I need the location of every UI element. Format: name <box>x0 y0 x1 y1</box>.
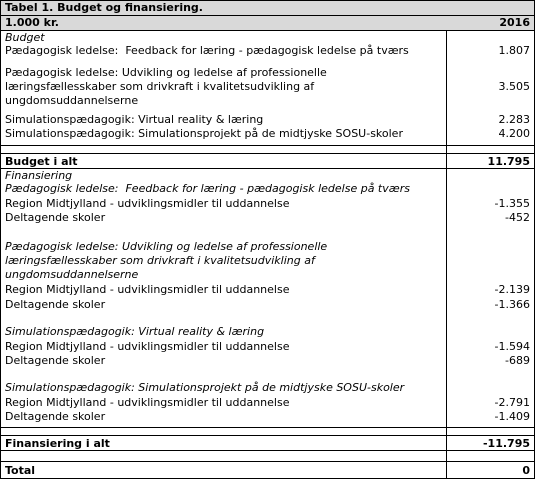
financing-line-value: -1.594 <box>494 340 530 353</box>
divider <box>1 153 534 154</box>
table-caption-row <box>1 1 534 15</box>
financing-line-label: Region Midtjylland - udviklingsmidler til uddannelse <box>5 197 290 210</box>
budget-item-value: 2.283 <box>498 113 530 126</box>
table-caption: Tabel 1. Budget og finansiering. <box>5 1 203 14</box>
divider <box>1 435 534 436</box>
financing-line-label: Region Midtjylland - udviklingsmidler til uddannelse <box>5 396 290 409</box>
financing-line-value: -452 <box>505 211 530 224</box>
divider <box>1 450 534 451</box>
financing-group-title: Simulationspædagogik: Virtual reality & læring <box>5 325 265 338</box>
column-divider <box>446 15 447 478</box>
grand-total-row <box>1 464 534 478</box>
budget-heading: Budget <box>5 31 45 44</box>
financing-line-value: -689 <box>505 354 530 367</box>
financing-total-label: Finansiering i alt <box>5 437 110 450</box>
budget-item-label: Simulationspædagogik: Virtual reality & læring <box>5 113 264 126</box>
budget-item-label: Pædagogisk ledelse: Udvikling og ledelse af professionelle læringsfællesskaber som drivkraft i kvalitetsudvikling af ungdomsuddannelserne <box>5 66 327 107</box>
budget-item-value: 4.200 <box>498 127 530 140</box>
divider <box>1 145 534 146</box>
financing-group-title: Simulationspædagogik: Simulationsprojekt på de midtjyske SOSU-skoler <box>5 381 405 394</box>
budget-total-label: Budget i alt <box>5 155 78 168</box>
financing-line-value: -1.355 <box>494 197 530 210</box>
financing-line-label: Deltagende skoler <box>5 354 106 367</box>
financing-total-value: -11.795 <box>482 437 530 450</box>
financing-line-label: Deltagende skoler <box>5 211 106 224</box>
budget-item-label: Pædagogisk ledelse: Feedback for læring - pædagogisk ledelse på tværs <box>5 44 409 57</box>
budget-item-label: Simulationspædagogik: Simulationsprojekt på de midtjyske SOSU-skoler <box>5 127 403 140</box>
unit-header: 1.000 kr. <box>5 16 59 29</box>
header-row <box>1 16 534 30</box>
financing-line-value: -2.791 <box>494 396 530 409</box>
financing-group-title: Pædagogisk ledelse: Feedback for læring - pædagogisk ledelse på tværs <box>5 182 410 195</box>
financing-line-label: Deltagende skoler <box>5 298 106 311</box>
divider <box>1 427 534 428</box>
year-header: 2016 <box>499 16 530 29</box>
grand-total-value: 0 <box>522 464 530 477</box>
budget-total-row <box>1 155 534 169</box>
financing-line-value: -2.139 <box>494 283 530 296</box>
financing-line-label: Region Midtjylland - udviklingsmidler til uddannelse <box>5 340 290 353</box>
divider <box>1 461 534 462</box>
financing-total-row <box>1 437 534 451</box>
financing-heading: Finansiering <box>5 169 73 182</box>
financing-group-title: Pædagogisk ledelse: Udvikling og ledelse af professionelle læringsfællesskaber som drivkraft i kvalitetsudvikling af ungdomsuddannelserne <box>5 240 328 281</box>
budget-item-value: 1.807 <box>498 44 530 57</box>
budget-item-value: 3.505 <box>498 80 530 93</box>
financing-line-value: -1.366 <box>494 298 530 311</box>
financing-line-label: Region Midtjylland - udviklingsmidler til uddannelse <box>5 283 290 296</box>
financing-line-label: Deltagende skoler <box>5 410 106 423</box>
grand-total-label: Total <box>5 464 36 477</box>
budget-total-value: 11.795 <box>487 155 530 168</box>
financing-line-value: -1.409 <box>494 410 530 423</box>
